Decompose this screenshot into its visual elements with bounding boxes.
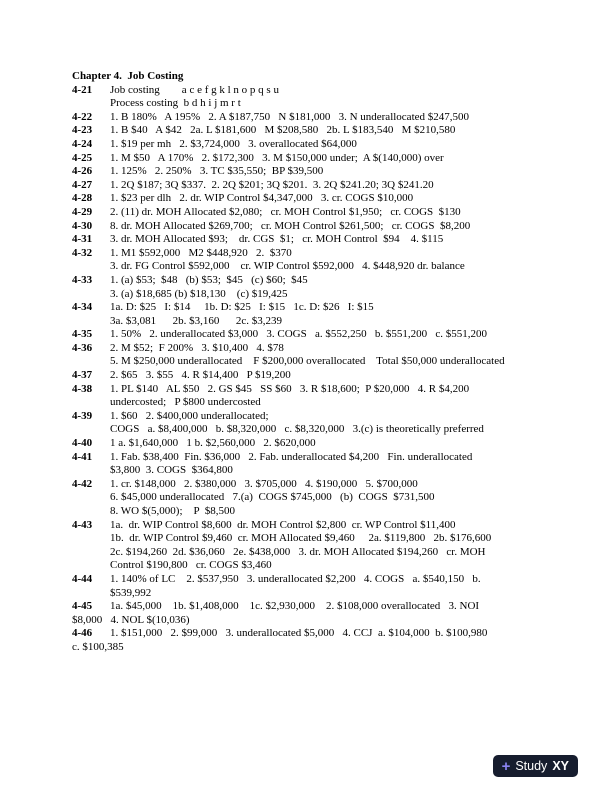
entry-first-line	[72, 274, 582, 288]
answer-entry-4-34	[72, 301, 582, 328]
chapter-heading: Chapter 4. Job Costing	[72, 70, 184, 82]
answer-text: Process costing b d h i j m r t	[110, 97, 241, 110]
answer-entry-4-28	[72, 192, 582, 206]
plus-icon: +	[501, 757, 511, 775]
entry-continuation-line	[72, 559, 582, 573]
answer-text: 1. $23 per dlh 2. dr. WIP Control $4,347,000 3. cr. COGS $10,000	[110, 192, 414, 205]
answer-entry-4-21	[72, 84, 582, 111]
answer-entry-4-45	[72, 600, 582, 627]
answer-text: 1a. D: $25 I: $14 1b. D: $25 I: $15 1c. D: $26 I: $15	[110, 301, 374, 314]
problem-number: 4-33	[72, 273, 93, 286]
answer-entry-4-29	[72, 206, 582, 220]
entry-continuation-line	[72, 532, 582, 546]
entry-first-line	[72, 383, 582, 397]
problem-number: 4-46	[72, 627, 93, 640]
answer-entry-4-22	[72, 111, 582, 125]
entry-first-line	[72, 600, 582, 614]
answer-entry-4-46	[72, 627, 582, 654]
answer-entry-4-23	[72, 124, 582, 138]
problem-number: 4-27	[72, 178, 93, 191]
entry-first-line	[72, 233, 582, 247]
answer-text: 6. $45,000 underallocated 7.(a) COGS $745,000 (b) COGS $731,500	[110, 491, 435, 504]
answer-text: 1. cr. $148,000 2. $380,000 3. $705,000 4. $190,000 5. $700,000	[110, 477, 418, 490]
answer-entry-4-39	[72, 410, 582, 437]
problem-number: 4-44	[72, 572, 93, 585]
problem-number: 4-39	[72, 409, 93, 422]
entry-first-line	[72, 369, 582, 383]
entry-first-line	[72, 84, 582, 98]
entry-first-line	[72, 179, 582, 193]
problem-number: 4-40	[72, 437, 93, 450]
entry-first-line	[72, 627, 582, 641]
answer-text: 1. (a) $53; $48 (b) $53; $45 (c) $60; $45	[110, 273, 308, 286]
problem-number: 4-45	[72, 600, 93, 613]
entry-continuation-line	[72, 464, 582, 478]
problem-number: 4-23	[72, 124, 93, 137]
brand-name-study: Study	[515, 759, 548, 773]
answer-text: 8. dr. MOH Allocated $269,700; cr. MOH Control $261,500; cr. COGS $8,200	[110, 219, 471, 232]
answer-text: 1. B 180% A 195% 2. A $187,750 N $181,000 3. N underallocated $247,500	[110, 110, 470, 123]
problem-number: 4-29	[72, 205, 93, 218]
answer-text: 1 a. $1,640,000 1 b. $2,560,000 2. $620,000	[110, 437, 316, 450]
answer-text: 2c. $194,260 2d. $36,060 2e. $438,000 3. dr. MOH Allocated $194,260 cr. MOH	[110, 545, 486, 558]
entry-continuation-line	[72, 546, 582, 560]
problem-number: 4-21	[72, 83, 93, 96]
answer-text: Job costing a c e f g k l n o p q s u	[110, 83, 279, 96]
entry-first-line	[72, 519, 582, 533]
answer-text: 1a. dr. WIP Control $8,600 dr. MOH Control $2,800 cr. WP Control $11,400	[110, 518, 456, 531]
entry-continuation-line	[72, 423, 582, 437]
answer-text: 5. M $250,000 underallocated F $200,000 overallocated Total $50,000 underallocated	[110, 355, 505, 368]
entry-first-line	[72, 437, 582, 451]
problem-number: 4-31	[72, 233, 93, 246]
answer-text: 2. $65 3. $55 4. R $14,400 P $19,200	[110, 369, 291, 382]
problem-number: 4-36	[72, 341, 93, 354]
entry-first-line	[72, 301, 582, 315]
answer-entry-4-31	[72, 233, 582, 247]
problem-number: 4-35	[72, 328, 93, 341]
answer-text: undercosted; P $800 undercosted	[110, 396, 261, 409]
entry-first-line	[72, 124, 582, 138]
entry-continuation-line	[72, 641, 582, 655]
problem-number: 4-32	[72, 246, 93, 259]
problem-number: 4-37	[72, 369, 93, 382]
answer-text: 1. $19 per mh 2. $3,724,000 3. overallocated $64,000	[110, 137, 357, 150]
entry-first-line	[72, 192, 582, 206]
answer-text: 1. Fab. $38,400 Fin. $36,000 2. Fab. underallocated $4,200 Fin. underallocated	[110, 450, 473, 463]
answer-entry-4-27	[72, 179, 582, 193]
answer-text: 1. 125% 2. 250% 3. TC $35,550; BP $39,500	[110, 165, 324, 178]
entry-first-line	[72, 220, 582, 234]
entry-continuation-line	[72, 97, 582, 111]
problem-number: 4-22	[72, 110, 93, 123]
answer-text: c. $100,385	[72, 640, 124, 653]
answer-entry-4-38	[72, 383, 582, 410]
answer-entry-4-25	[72, 152, 582, 166]
entry-continuation-line	[72, 614, 582, 628]
problem-number: 4-34	[72, 301, 93, 314]
answer-text: 3. (a) $18,685 (b) $18,130 (c) $19,425	[110, 287, 288, 300]
problem-number: 4-42	[72, 477, 93, 490]
entry-first-line	[72, 328, 582, 342]
entry-continuation-line	[72, 491, 582, 505]
answer-text: 3a. $3,081 2b. $3,160 2c. $3,239	[110, 314, 283, 327]
answer-text: 1. PL $140 AL $50 2. GS $45 SS $60 3. R $18,600; P $20,000 4. R $4,200	[110, 382, 470, 395]
brand-name-xy: XY	[552, 759, 569, 773]
answer-text: 2. (11) dr. MOH Allocated $2,080; cr. MOH Control $1,950; cr. COGS $130	[110, 205, 461, 218]
answer-entry-4-32	[72, 247, 582, 274]
answer-text: 1. M $50 A 170% 2. $172,300 3. M $150,000 under; A $(140,000) over	[110, 151, 444, 164]
entry-continuation-line	[72, 260, 582, 274]
answer-text: $539,992	[110, 586, 152, 599]
answer-text: Control $190,800 cr. COGS $3,460	[110, 559, 272, 572]
entry-first-line	[72, 206, 582, 220]
brand-badge	[493, 755, 578, 777]
answer-text: $8,000 4. NOL $(10,036)	[72, 613, 190, 626]
entry-continuation-line	[72, 288, 582, 302]
entry-continuation-line	[72, 505, 582, 519]
problem-number: 4-30	[72, 219, 93, 232]
entry-first-line	[72, 478, 582, 492]
answer-entry-4-33	[72, 274, 582, 301]
answer-entry-4-42	[72, 478, 582, 519]
entry-first-line	[72, 247, 582, 261]
answer-text: 8. WO $(5,000); P $8,500	[110, 505, 235, 517]
answer-entry-4-44	[72, 573, 582, 600]
answer-entry-4-43	[72, 519, 582, 573]
entry-first-line	[72, 451, 582, 465]
entry-first-line	[72, 342, 582, 356]
answer-text: 1a. $45,000 1b. $1,408,000 1c. $2,930,000 2. $108,000 overallocated 3. NOI	[110, 600, 480, 613]
answer-entry-4-36	[72, 342, 582, 369]
entry-first-line	[72, 410, 582, 424]
entries	[72, 84, 582, 655]
answer-entry-4-30	[72, 220, 582, 234]
problem-number: 4-24	[72, 137, 93, 150]
problem-number: 4-38	[72, 382, 93, 395]
answer-text: 1. 2Q $187; 3Q $337. 2. 2Q $201; 3Q $201. 3. 2Q $241.20; 3Q $241.20	[110, 178, 434, 191]
answer-key-content	[72, 70, 582, 655]
problem-number: 4-25	[72, 151, 93, 164]
entry-first-line	[72, 138, 582, 152]
answer-text: 3. dr. FG Control $592,000 cr. WIP Control $592,000 4. $448,920 dr. balance	[110, 260, 465, 273]
entry-continuation-line	[72, 587, 582, 601]
answer-text: 1. M1 $592,000 M2 $448,920 2. $370	[110, 246, 292, 259]
entry-first-line	[72, 152, 582, 166]
entry-continuation-line	[72, 396, 582, 410]
answer-text: COGS a. $8,400,000 b. $8,320,000 c. $8,320,000 3.(c) is theoretically preferred	[110, 423, 484, 436]
answer-entry-4-24	[72, 138, 582, 152]
answer-entry-4-41	[72, 451, 582, 478]
answer-text: 2. M $52; F 200% 3. $10,400 4. $78	[110, 341, 284, 354]
answer-text: 1b. dr. WIP Control $9,460 cr. MOH Allocated $9,460 2a. $119,800 2b. $176,600	[110, 532, 492, 545]
problem-number: 4-41	[72, 450, 93, 463]
answer-text: 1. $60 2. $400,000 underallocated;	[110, 409, 269, 422]
entry-continuation-line	[72, 315, 582, 329]
entry-first-line	[72, 111, 582, 125]
problem-number: 4-43	[72, 518, 93, 531]
entry-first-line	[72, 573, 582, 587]
entry-first-line	[72, 165, 582, 179]
answer-text: 1. 50% 2. underallocated $3,000 3. COGS a. $552,250 b. $551,200 c. $551,200	[110, 328, 488, 341]
answer-text: 1. 140% of LC 2. $537,950 3. underallocated $2,200 4. COGS a. $540,150 b.	[110, 572, 481, 585]
answer-text: $3,800 3. COGS $364,800	[110, 464, 233, 477]
answer-entry-4-37	[72, 369, 582, 383]
problem-number: 4-26	[72, 165, 93, 178]
answer-text: 3. dr. MOH Allocated $93; dr. CGS $1; cr. MOH Control $94 4. $115	[110, 233, 444, 246]
answer-entry-4-40	[72, 437, 582, 451]
answer-entry-4-35	[72, 328, 582, 342]
problem-number: 4-28	[72, 192, 93, 205]
answer-entry-4-26	[72, 165, 582, 179]
answer-text: 1. B $40 A $42 2a. L $181,600 M $208,580 2b. L $183,540 M $210,580	[110, 124, 456, 137]
answer-text: 1. $151,000 2. $99,000 3. underallocated $5,000 4. CCJ a. $104,000 b. $100,980	[110, 627, 488, 640]
entry-continuation-line	[72, 355, 582, 369]
